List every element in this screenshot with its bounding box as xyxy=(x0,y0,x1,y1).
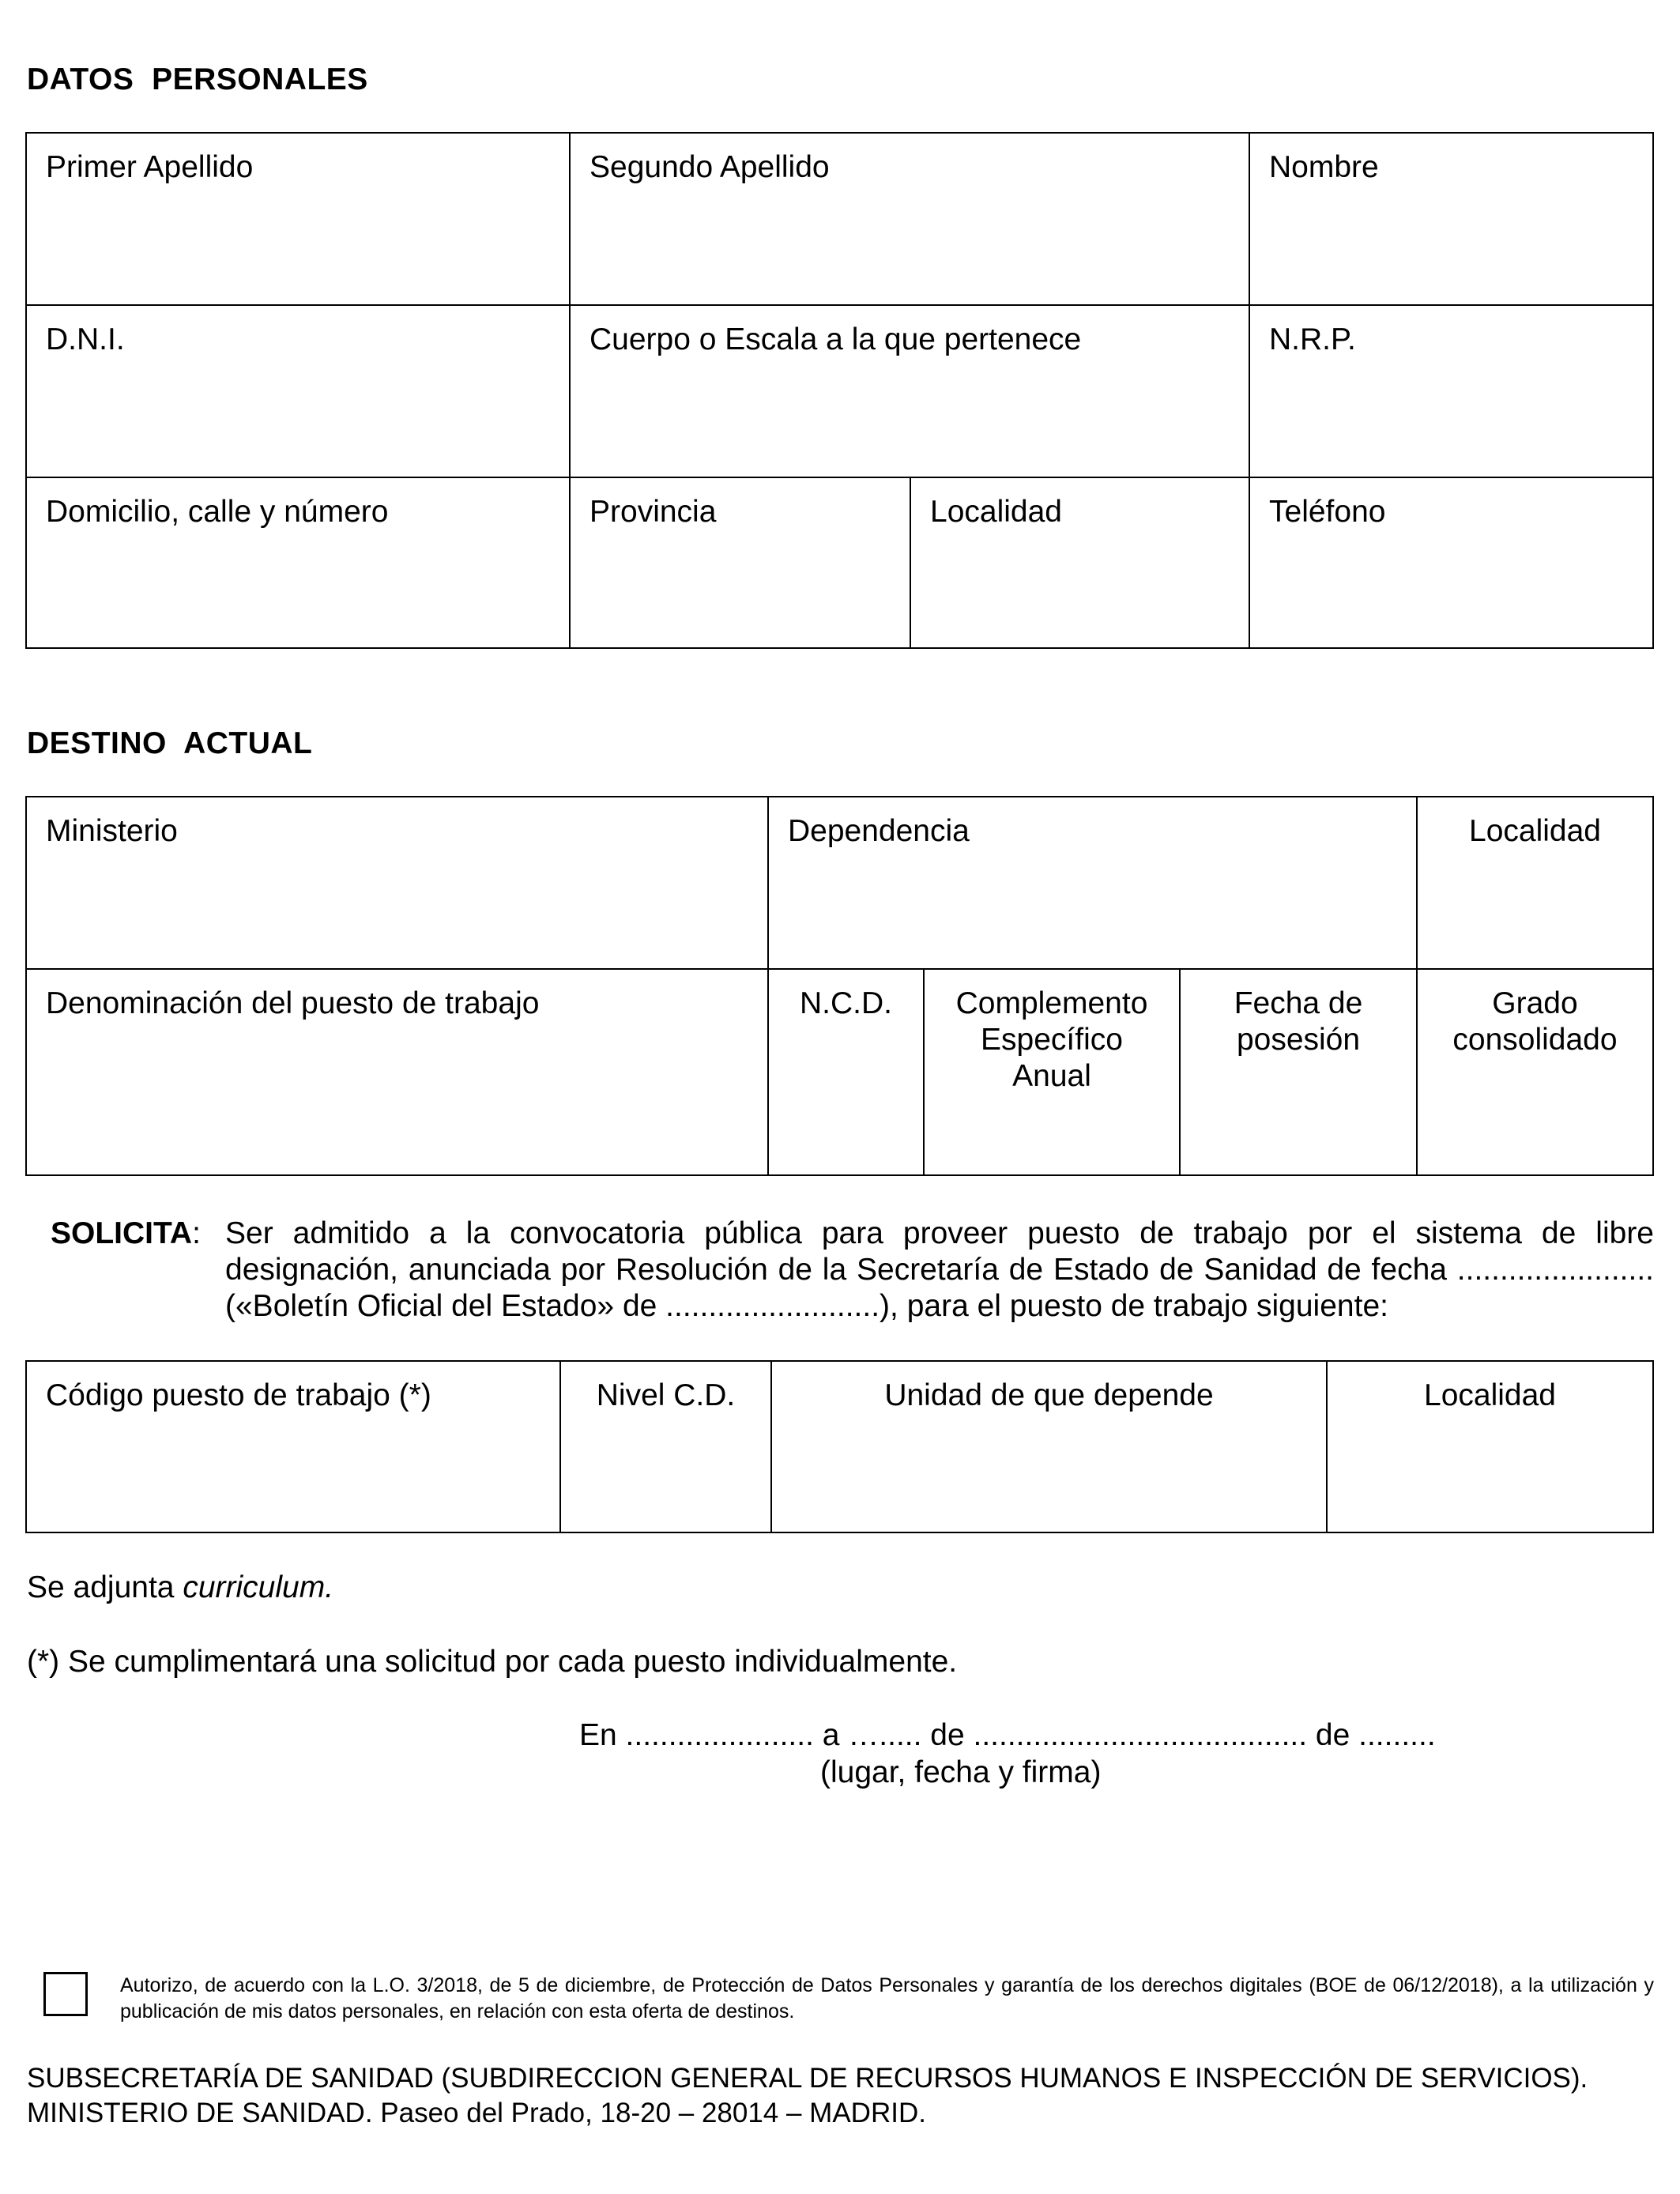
firma-caption: (lugar, fecha y firma) xyxy=(820,1755,1102,1789)
localidad-destino-field[interactable] xyxy=(1418,797,1652,970)
primer-apellido-field[interactable] xyxy=(27,134,571,306)
datos-personales-heading: DATOS PERSONALES xyxy=(27,62,368,96)
domicilio-field[interactable] xyxy=(27,478,571,647)
solicita-label: SOLICITA xyxy=(51,1216,193,1250)
solicita-text xyxy=(225,1216,1654,1325)
autorizacion-text: Autorizo, de acuerdo con la L.O. 3/2018, de 5 de diciembre, de Protección de Datos Personales y garantía de los derechos digitales (BOE de 06/12/2018), a la utilización y publicación de mis datos personales, en relación con esta oferta de destinos. xyxy=(120,1974,1654,2022)
solicita-colon: : xyxy=(192,1216,201,1250)
dependencia-field[interactable] xyxy=(769,797,1418,970)
grado-label-2: consolidado xyxy=(1452,1023,1618,1057)
localidad-puesto-field[interactable] xyxy=(1328,1362,1652,1532)
complemento-especifico-field[interactable] xyxy=(925,970,1181,1174)
nivel-cd-label: Nivel C.D. xyxy=(596,1378,736,1412)
cuerpo-escala-label: Cuerpo o Escala a la que pertenece xyxy=(590,322,1082,356)
localidad-label: Localidad xyxy=(930,495,1062,529)
destino-actual-heading: DESTINO ACTUAL xyxy=(27,726,313,760)
segundo-apellido-field[interactable] xyxy=(571,134,1250,306)
provincia-label: Provincia xyxy=(590,495,717,529)
denominacion-field[interactable] xyxy=(27,970,769,1174)
localidad-puesto-label: Localidad xyxy=(1424,1378,1556,1412)
ncd-label: N.C.D. xyxy=(800,986,892,1020)
adjunta-curriculum: curriculum. xyxy=(183,1570,334,1604)
unidad-depende-field[interactable] xyxy=(772,1362,1328,1532)
ministerio-field[interactable] xyxy=(27,797,769,970)
destino-actual-table xyxy=(25,796,1654,1176)
complemento-label-1: Complemento xyxy=(955,986,1148,1020)
solicita-block-label xyxy=(51,1216,201,1252)
localidad-field[interactable] xyxy=(911,478,1250,647)
solicita-line-3: («Boletín Oficial del Estado» de .........................), para el puesto de trabajo siguiente: xyxy=(225,1289,1388,1323)
nombre-label: Nombre xyxy=(1269,150,1379,184)
autorizacion-checkbox[interactable] xyxy=(43,1972,88,2016)
solicita-line-1: Ser admitido a la convocatoria pública para proveer puesto de trabajo por el sistema de libre xyxy=(225,1216,1654,1250)
nivel-cd-field[interactable] xyxy=(561,1362,772,1532)
dni-field[interactable] xyxy=(27,306,571,478)
footer-address xyxy=(27,2061,1588,2131)
fecha-label-1: Fecha de xyxy=(1234,986,1363,1020)
puesto-table xyxy=(25,1360,1654,1533)
telefono-label: Teléfono xyxy=(1269,495,1386,529)
complemento-label-2: Específico xyxy=(981,1023,1123,1057)
fecha-label-2: posesión xyxy=(1236,1023,1361,1057)
denominacion-label: Denominación del puesto de trabajo xyxy=(46,986,540,1020)
footer-line-1: SUBSECRETARÍA DE SANIDAD (SUBDIRECCION GENERAL DE RECURSOS HUMANOS E INSPECCIÓN DE SERVICIOS). xyxy=(27,2063,1588,2094)
provincia-field[interactable] xyxy=(571,478,911,647)
segundo-apellido-label: Segundo Apellido xyxy=(590,150,830,184)
localidad-destino-label: Localidad xyxy=(1469,814,1601,848)
cuerpo-escala-field[interactable] xyxy=(571,306,1250,478)
firma-line[interactable]: En ...................... a …..... de ....................................... de ......... xyxy=(579,1718,1436,1752)
complemento-label-3: Anual xyxy=(1012,1059,1091,1093)
dni-label: D.N.I. xyxy=(46,322,125,356)
nrp-field[interactable] xyxy=(1250,306,1652,478)
ncd-field[interactable] xyxy=(769,970,925,1174)
nombre-field[interactable] xyxy=(1250,134,1652,306)
adjunta-prefix: Se adjunta xyxy=(27,1570,183,1604)
grado-label-1: Grado xyxy=(1492,986,1578,1020)
nota-cumplimentar: (*) Se cumplimentará una solicitud por cada puesto individualmente. xyxy=(27,1645,958,1679)
codigo-puesto-field[interactable] xyxy=(27,1362,561,1532)
codigo-puesto-label: Código puesto de trabajo (*) xyxy=(46,1378,431,1412)
datos-personales-table xyxy=(25,132,1654,649)
primer-apellido-label: Primer Apellido xyxy=(46,150,254,184)
grado-consolidado-field[interactable] xyxy=(1418,970,1652,1174)
domicilio-label: Domicilio, calle y número xyxy=(46,495,389,529)
ministerio-label: Ministerio xyxy=(46,814,178,848)
solicita-line-2: designación, anunciada por Resolución de la Secretaría de Estado de Sanidad de fecha ....................... xyxy=(225,1253,1654,1287)
dependencia-label: Dependencia xyxy=(788,814,970,848)
footer-line-2: MINISTERIO DE SANIDAD. Paseo del Prado, 18-20 – 28014 – MADRID. xyxy=(27,2098,926,2128)
fecha-posesion-field[interactable] xyxy=(1181,970,1418,1174)
unidad-depende-label: Unidad de que depende xyxy=(884,1378,1214,1412)
nrp-label: N.R.P. xyxy=(1269,322,1356,356)
adjunta-line xyxy=(27,1570,333,1606)
telefono-field[interactable] xyxy=(1250,478,1652,647)
